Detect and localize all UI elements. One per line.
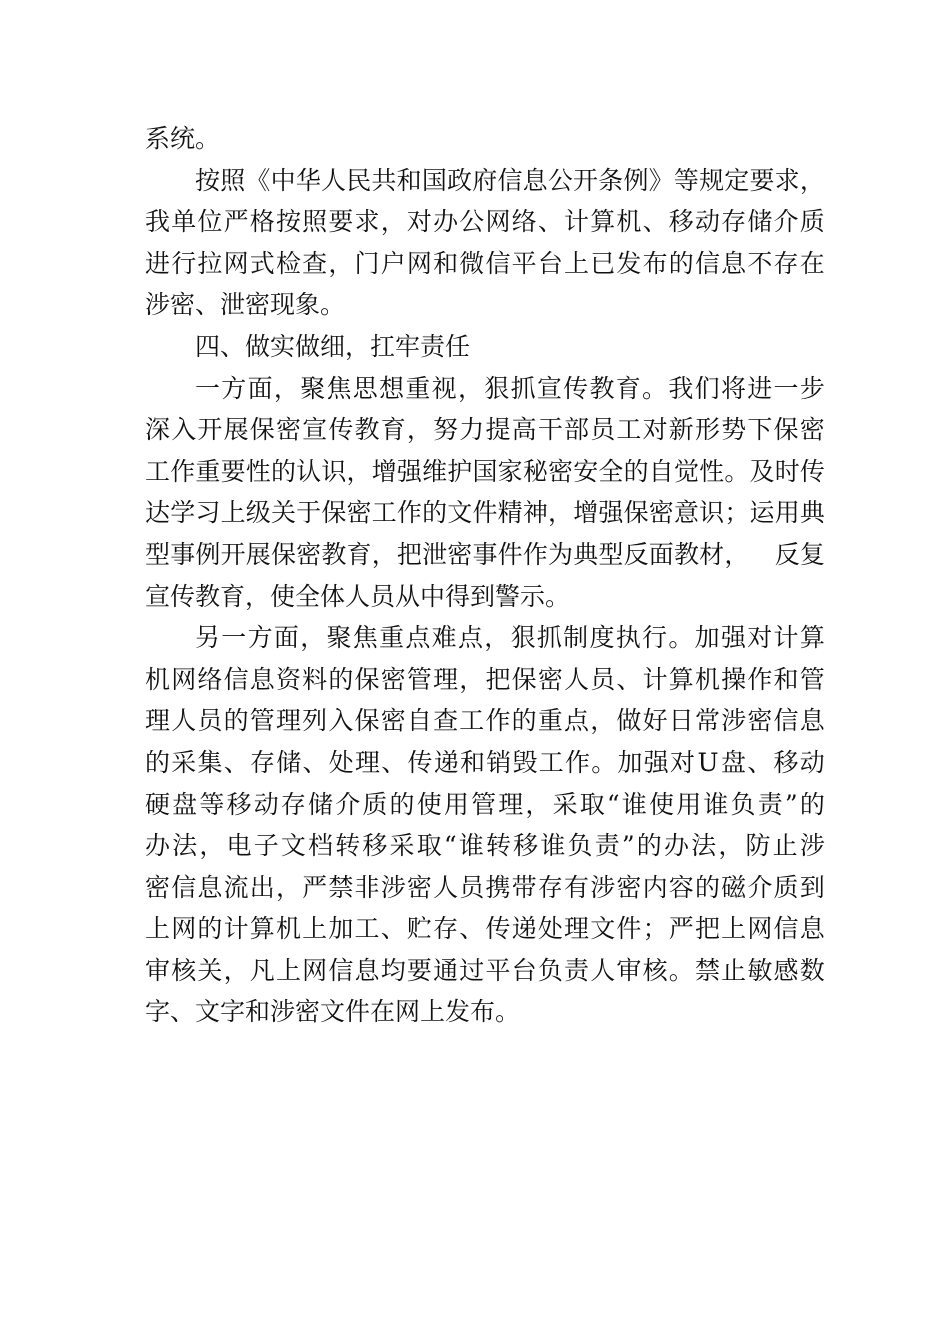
text-line: 上 网 的 计 算 机 上 加 工 、 贮 存 、 传 递 处 理 文 件 ； 严 把 上 网 信 息	[145, 914, 825, 944]
text-line: 办 法 ， 电 子 文 档 转 移 采 取 “ 谁 转 移 谁 负 责 ” 的 办 法 ， 防 止 涉	[145, 831, 825, 861]
paragraph-first-line: 另 一 方 面 ， 聚 焦 重 点 难 点 ， 狠 抓 制 度 执 行 。 加 强 对 计 算	[195, 623, 825, 653]
text-line: 理 人 员 的 管 理 列 入 保 密 自 查 工 作 的 重 点 ， 做 好 日 常 涉 密 信 息	[145, 706, 825, 736]
text-line: 机 网 络 信 息 资 料 的 保 密 管 理 ， 把 保 密 人 员 、 计 算 机 操 作 和 管	[145, 664, 825, 694]
section-heading: 四、做实做细，扛牢责任	[195, 331, 471, 361]
text-line: 进 行 拉 网 式 检 查 ， 门 户 网 和 微 信 平 台 上 已 发 布 的 信 息 不 存 在	[145, 248, 825, 278]
paragraph-first-line: 一 方 面 ， 聚 焦 思 想 重 视 ， 狠 抓 宣 传 教 育 。 我 们 将 进 一 步	[195, 373, 825, 403]
text-line: 系统。	[145, 124, 221, 153]
text-line: 达 学 习 上 级 关 于 保 密 工 作 的 文 件 精 神 ， 增 强 保 密 意 识 ； 运 用 典	[145, 498, 825, 528]
text-line: 审 核 关 ， 凡 上 网 信 息 均 要 通 过 平 台 负 责 人 审 核 。 禁 止 敏 感 数	[145, 955, 825, 985]
text-line: 深 入 开 展 保 密 宣 传 教 育 ， 努 力 提 高 干 部 员 工 对 新 形 势 下 保 密	[145, 415, 825, 445]
text-line: 硬 盘 等 移 动 存 储 介 质 的 使 用 管 理 ， 采 取 “ 谁 使 用 谁 负 责 ” 的	[145, 789, 825, 819]
text-line: 型 事 例 开 展 保 密 教 育 ， 把 泄 密 事 件 作 为 典 型 反 面 教 材 ， 反 复	[145, 539, 825, 569]
text-line: 的 采 集 、 存 储 、 处 理 、 传 递 和 销 毁 工 作 。 加 强 对 U 盘 、 移 动	[145, 747, 825, 777]
body-text	[145, 118, 825, 1033]
text-line: 我 单 位 严 格 按 照 要 求 ， 对 办 公 网 络 、 计 算 机 、 移 动 存 储 介 质	[145, 207, 825, 237]
text-line: 工 作 重 要 性 的 认 识 ， 增 强 维 护 国 家 秘 密 安 全 的 自 觉 性 。 及 时 传	[145, 456, 825, 486]
text-line: 涉密、泄密现象。	[145, 290, 346, 320]
text-line: 字、文字和涉密文件在网上发布。	[145, 997, 521, 1027]
text-line: 宣传教育，使全体人员从中得到警示。	[145, 581, 571, 611]
text-line: 密 信 息 流 出 ， 严 禁 非 涉 密 人 员 携 带 存 有 涉 密 内 容 的 磁 介 质 到	[145, 872, 825, 902]
paragraph-first-line: 按 照 《 中 华 人 民 共 和 国 政 府 信 息 公 开 条 例 》 等 规 定 要 求 ，	[195, 165, 825, 195]
